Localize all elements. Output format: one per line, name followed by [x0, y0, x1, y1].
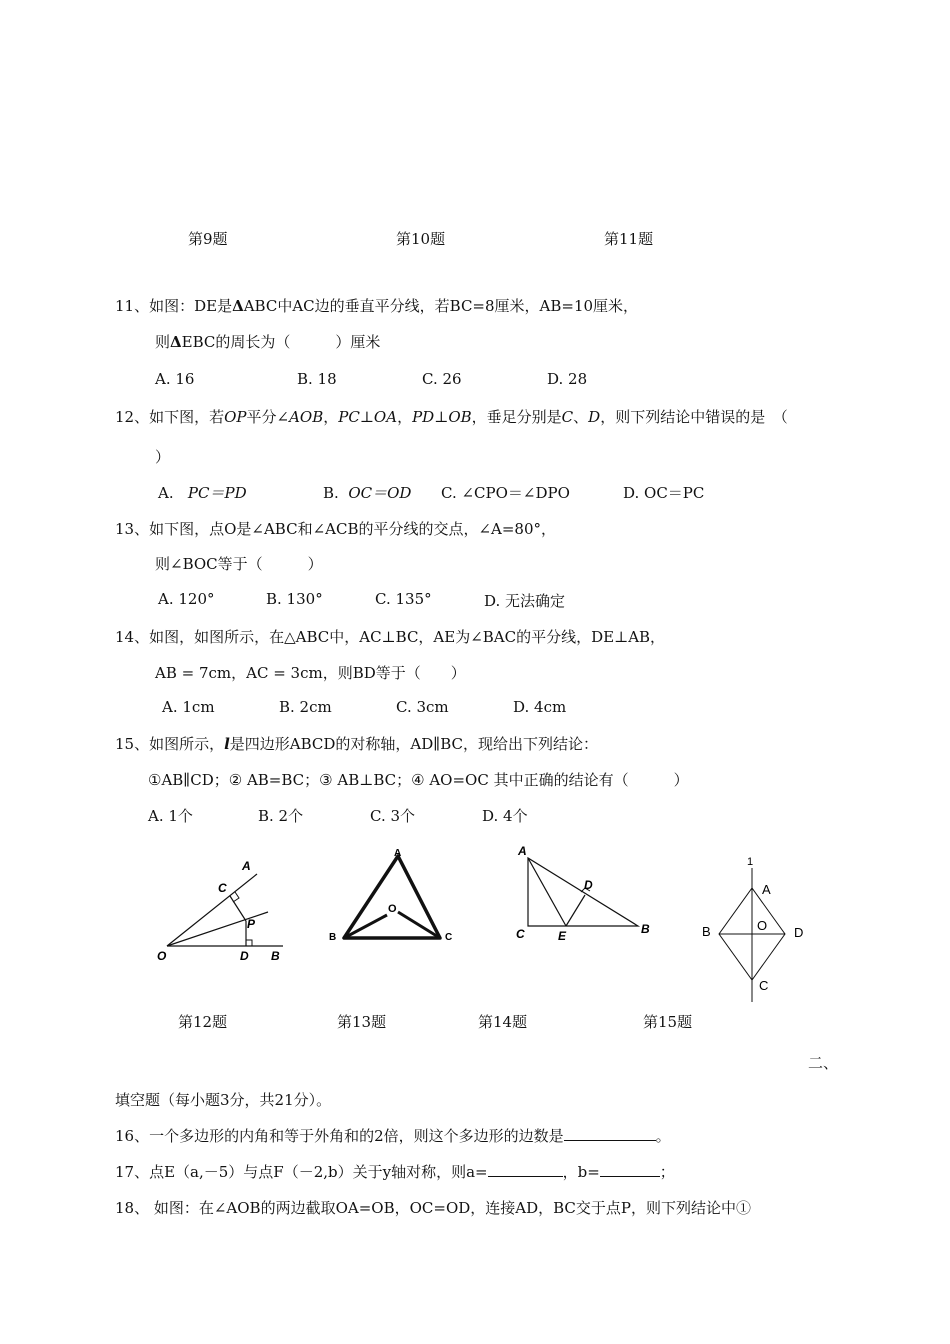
question-11-line2: 则ΔEBC的周长为（ ）厘米: [155, 333, 381, 351]
question-14-line1: 14、如图，如图所示，在△ABC中，AC⊥BC，AE为∠BAC的平分线，DE⊥AB，: [115, 628, 666, 646]
fig14-label-a: A: [518, 844, 527, 858]
question-13-line2: 则∠BOC等于（ ）: [155, 555, 323, 573]
fig14-label-e: E: [558, 929, 567, 943]
fig12-label-d: D: [240, 949, 249, 963]
fig14-label-c: C: [516, 927, 525, 941]
question-15-line2: ①AB∥CD；② AB=BC；③ AB⊥BC；④ AO=OC 其中正确的结论有（ ）: [148, 771, 689, 789]
figure-13: [322, 842, 462, 947]
fig13-label-o: O: [388, 903, 397, 915]
question-14-line2: AB = 7cm，AC = 3cm，则BD等于（ ）: [155, 664, 466, 682]
fig15-label-d: D: [794, 925, 804, 940]
figure-14: [510, 840, 660, 945]
fig13-label-b: B: [329, 932, 337, 943]
question-13-line1: 13、如下图，点O是∠ABC和∠ACB的平分线的交点，∠A=80°，: [115, 520, 557, 538]
section-2-number: 二、: [808, 1054, 839, 1072]
fig14-label-d: D: [584, 878, 593, 892]
question-12-line1: 12、如下图，若OP平分∠AOB，PC⊥OA，PD⊥OB，垂足分别是C、D，则下列结论中错误的是 （: [115, 408, 788, 426]
q13-option-c: C. 135°: [375, 590, 432, 608]
caption-fig9: 第9题: [188, 230, 228, 248]
q13-option-d: D. 无法确定: [484, 592, 566, 610]
fig12-label-b: B: [271, 949, 280, 963]
q12-option-c: C. ∠CPO＝∠DPO: [441, 484, 570, 502]
caption-fig11: 第11题: [604, 230, 654, 248]
caption-fig13: 第13题: [337, 1013, 387, 1031]
figure-15: [690, 850, 820, 1005]
caption-fig15: 第15题: [643, 1013, 693, 1031]
question-17: 17、点E（a,－5）与点F（－2,b）关于y轴对称，则a= ，b= ；: [115, 1163, 675, 1181]
fig12-label-c: C: [218, 881, 227, 895]
section-2-title: 填空题（每小题3分，共21分）。: [115, 1091, 332, 1109]
question-16: 16、一个多边形的内角和等于外角和的2倍，则这个多边形的边数是 。: [115, 1127, 671, 1145]
q11-option-c: C. 26: [422, 370, 462, 388]
q14-option-b: B. 2cm: [279, 698, 332, 716]
q11-option-b: B. 18: [297, 370, 337, 388]
q12-option-b: B. OC＝OD: [323, 484, 412, 502]
fig13-label-a: A: [394, 848, 402, 859]
q16-answer-blank[interactable]: [564, 1126, 656, 1141]
q15-option-b: B. 2个: [258, 807, 304, 825]
question-11-line1: 11、如图：DE是ΔABC中AC边的垂直平分线，若BC=8厘米，AB=10厘米，: [115, 297, 639, 315]
q13-option-a: A. 120°: [158, 590, 215, 608]
question-18: 18、 如图：在∠AOB的两边截取OA=OB，OC=OD，连接AD，BC交于点P，则下列结论中①: [115, 1199, 751, 1217]
q12-option-a: A. PC＝PD: [158, 484, 247, 502]
fig12-label-o: O: [157, 949, 167, 963]
fig15-label-b: B: [702, 924, 711, 939]
q15-option-c: C. 3个: [370, 807, 416, 825]
q12-option-d: D. OC＝PC: [623, 484, 705, 502]
q17-answer-blank-b[interactable]: [600, 1162, 660, 1177]
q15-option-a: A. 1个: [148, 807, 193, 825]
fig15-label-c: C: [759, 978, 769, 993]
q13-option-b: B. 130°: [266, 590, 323, 608]
fig12-label-a: A: [242, 859, 251, 873]
caption-fig10: 第10题: [396, 230, 446, 248]
question-12-line2: ）: [155, 448, 171, 466]
fig12-label-p: P: [247, 917, 256, 931]
q14-option-d: D. 4cm: [513, 698, 567, 716]
fig14-label-b: B: [641, 922, 650, 936]
triangle-symbol: Δ: [232, 297, 244, 315]
q14-option-a: A. 1cm: [162, 698, 215, 716]
caption-fig14: 第14题: [478, 1013, 528, 1031]
fig15-label-a: A: [762, 882, 771, 897]
q14-option-c: C. 3cm: [396, 698, 449, 716]
fig15-label-o: O: [757, 918, 768, 933]
q17-answer-blank-a[interactable]: [488, 1162, 563, 1177]
fig13-label-c: C: [445, 932, 453, 943]
fig15-label-1: 1: [747, 856, 754, 868]
figure-12: [150, 850, 295, 965]
question-15-line1: 15、如图所示，l是四边形ABCD的对称轴，AD∥BC，现给出下列结论：: [115, 735, 599, 753]
q15-option-d: D. 4个: [482, 807, 528, 825]
q11-option-a: A. 16: [155, 370, 195, 388]
q11-option-d: D. 28: [547, 370, 588, 388]
triangle-symbol: Δ: [170, 333, 182, 351]
caption-fig12: 第12题: [178, 1013, 228, 1031]
